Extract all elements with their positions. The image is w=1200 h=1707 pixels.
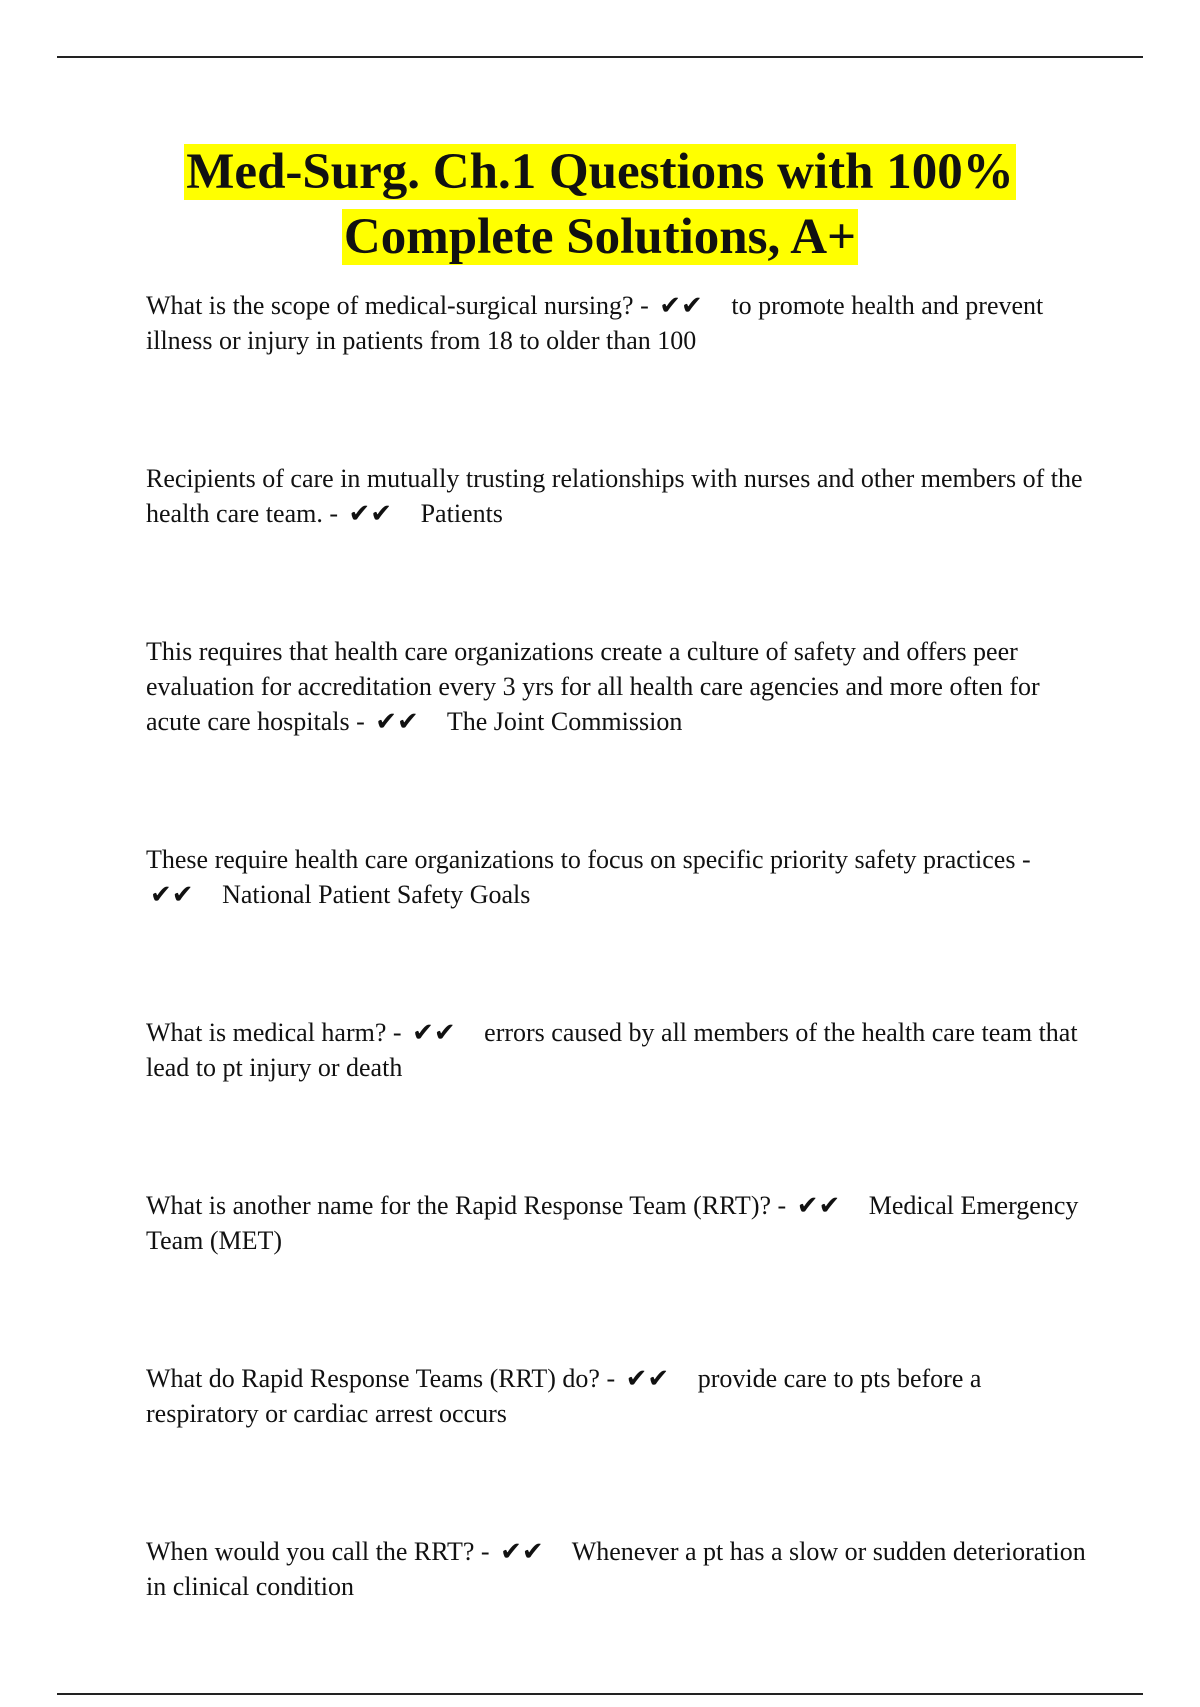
check-mark-icon: ✔✔ xyxy=(375,707,419,736)
qa-item xyxy=(146,1188,1086,1258)
question-text: What is another name for the Rapid Response Team (RRT)? xyxy=(146,1191,772,1220)
qa-item xyxy=(146,842,1086,912)
qa-item xyxy=(146,1534,1086,1604)
qa-item xyxy=(146,634,1086,739)
top-rule xyxy=(57,56,1143,58)
answer-text: Whenever a pt has a slow or sudden deterioration in clinical condition xyxy=(146,1537,1086,1601)
question-answer-list xyxy=(146,288,1086,1707)
answer-text: Medical Emergency Team (MET) xyxy=(146,1191,1079,1255)
question-text: What do Rapid Response Teams (RRT) do? xyxy=(146,1364,600,1393)
bottom-rule xyxy=(57,1693,1143,1695)
check-mark-icon: ✔✔ xyxy=(659,291,703,320)
check-mark-icon: ✔✔ xyxy=(348,499,393,528)
separator: - xyxy=(329,499,339,528)
question-text: What is the scope of medical-surgical nursing? xyxy=(146,291,634,320)
separator: - xyxy=(777,1191,787,1220)
answer-text: The Joint Commission xyxy=(446,707,683,736)
title-line-1: Med-Surg. Ch.1 Questions with 100% xyxy=(186,144,1014,200)
document-title xyxy=(0,140,1200,270)
check-mark-icon: ✔✔ xyxy=(500,1537,544,1566)
qa-item xyxy=(146,288,1086,358)
question-text: Recipients of care in mutually trusting relationships with nurses and other members of the health care team. xyxy=(146,464,1083,528)
answer-text: Patients xyxy=(420,499,503,528)
separator: - xyxy=(1021,845,1031,874)
question-text: What is medical harm? xyxy=(146,1018,387,1047)
question-text: When would you call the RRT? xyxy=(146,1537,475,1566)
answer-text: provide care to pts before a respiratory or cardiac arrest occurs xyxy=(146,1364,982,1428)
check-mark-icon: ✔✔ xyxy=(150,880,194,909)
check-mark-icon: ✔✔ xyxy=(412,1018,456,1047)
separator: - xyxy=(640,291,649,320)
question-text: This requires that health care organizations create a culture of safety and offers peer evaluation for accreditation every 3 yrs for all health care agencies and more often for acute care hospitals xyxy=(146,637,1040,736)
qa-item xyxy=(146,1015,1086,1085)
answer-text: National Patient Safety Goals xyxy=(222,880,531,909)
check-mark-icon: ✔✔ xyxy=(625,1364,670,1393)
question-text: These require health care organizations to focus on specific priority safety practices xyxy=(146,845,1016,874)
title-line-2: Complete Solutions, A+ xyxy=(343,209,857,265)
qa-item xyxy=(146,461,1086,531)
separator: - xyxy=(480,1537,490,1566)
separator: - xyxy=(392,1018,402,1047)
answer-text: to promote health and prevent illness or injury in patients from 18 to older than 100 xyxy=(146,291,1044,355)
separator: - xyxy=(356,707,365,736)
qa-item xyxy=(146,1361,1086,1431)
check-mark-icon: ✔✔ xyxy=(796,1191,841,1220)
answer-text: errors caused by all members of the health care team that lead to pt injury or death xyxy=(146,1018,1078,1082)
separator: - xyxy=(606,1364,616,1393)
